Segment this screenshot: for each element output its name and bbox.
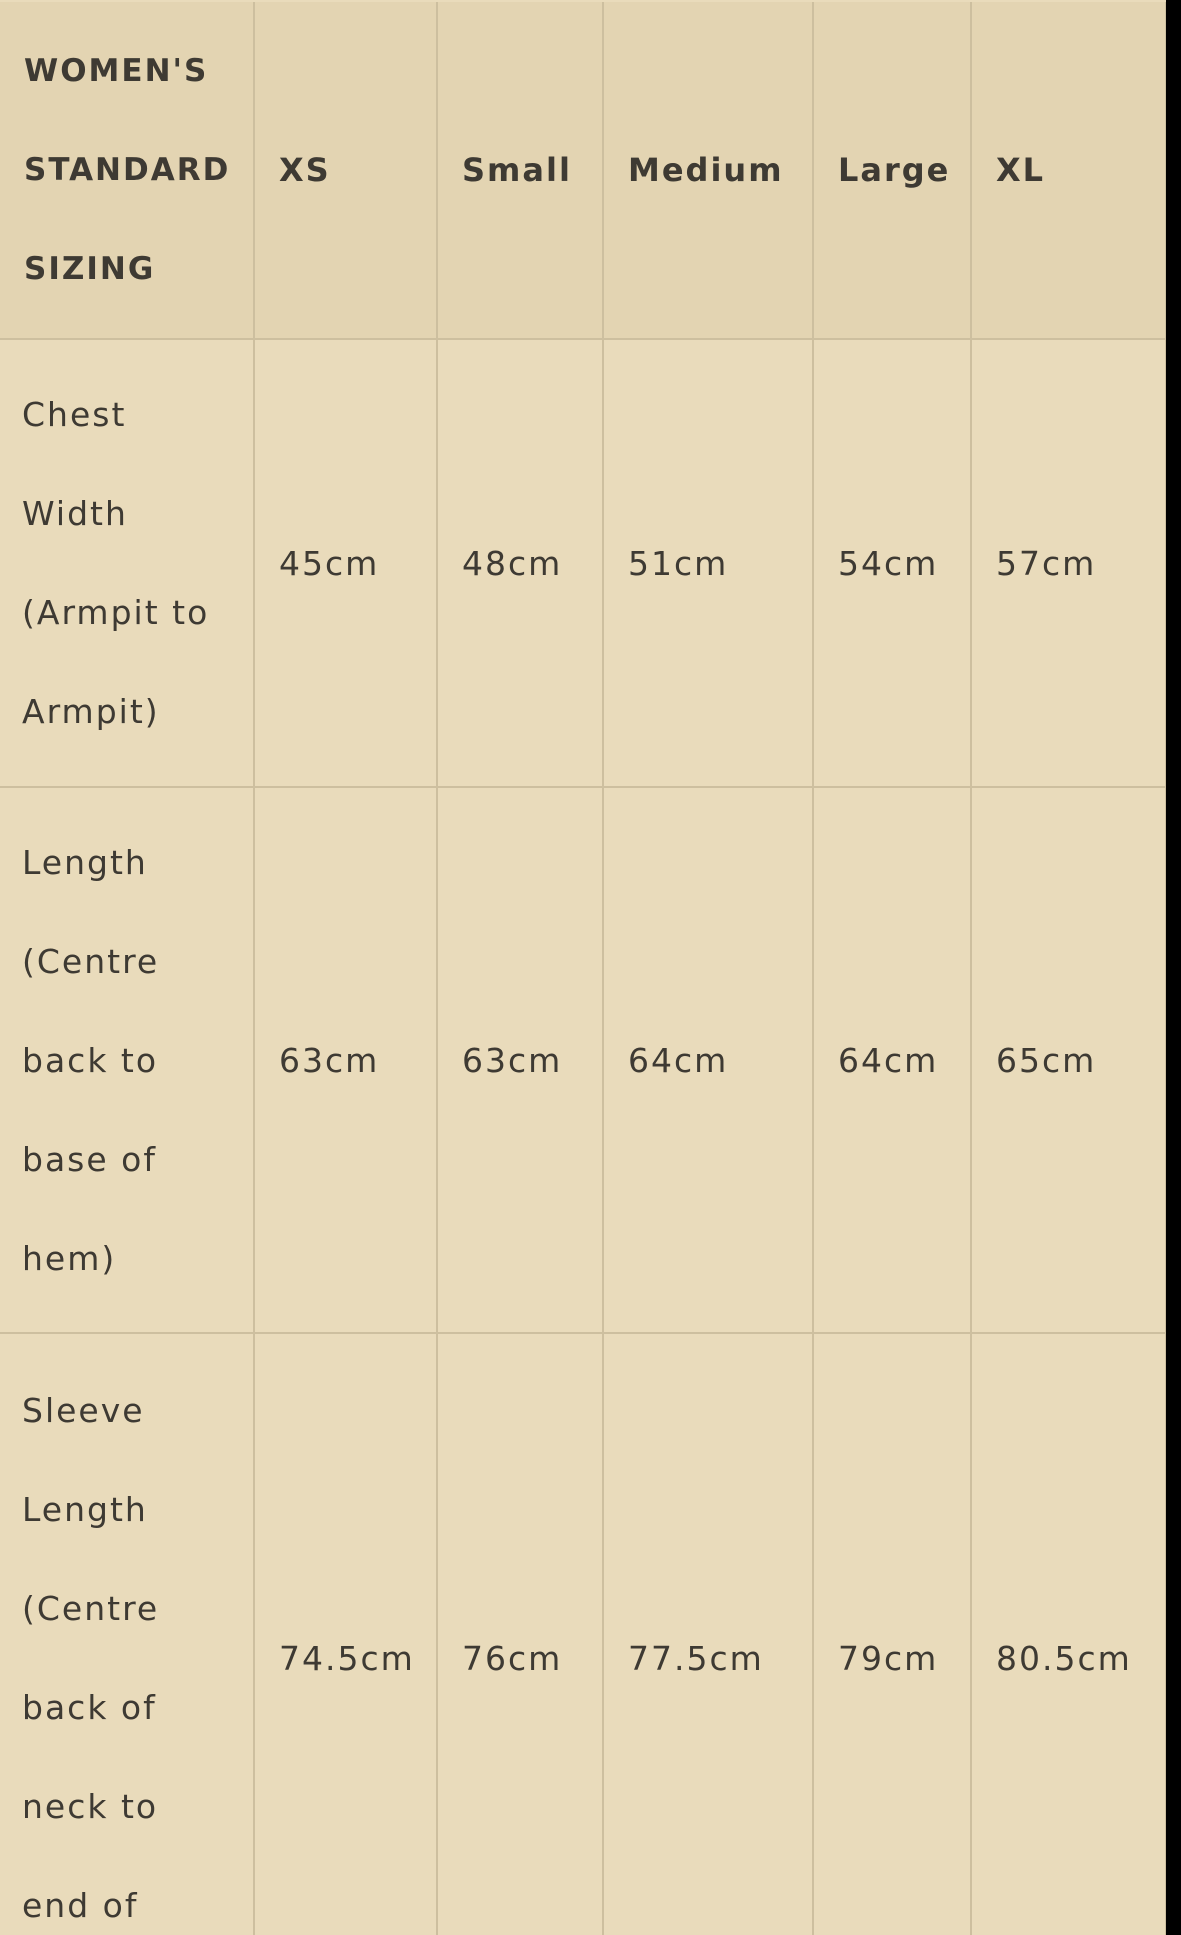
row-label-line: neck to xyxy=(22,1787,159,1826)
row-label-line: (Armpit to xyxy=(22,593,210,632)
row-label-cell xyxy=(0,339,254,787)
value-cell: 48cm xyxy=(437,339,603,787)
row-label-line: Width xyxy=(22,494,128,533)
value-cell: 54cm xyxy=(813,339,971,787)
value-cell: 63cm xyxy=(254,787,437,1333)
table-row-length xyxy=(0,787,1166,1333)
value-cell: 57cm xyxy=(971,339,1166,787)
value-cell: 79cm xyxy=(813,1333,971,1935)
value-cell: 64cm xyxy=(603,787,813,1333)
table-row-sleeve-length xyxy=(0,1333,1166,1935)
table-row-chest-width xyxy=(0,339,1166,787)
row-label-line: hem) xyxy=(22,1238,117,1278)
row-label-line: end of xyxy=(22,1886,139,1925)
corner-label-line: WOMEN'S xyxy=(24,52,209,89)
size-header-medium: Medium xyxy=(603,2,813,339)
value-cell: 63cm xyxy=(437,787,603,1333)
row-label-line: Sleeve xyxy=(22,1391,145,1430)
value-cell: 77.5cm xyxy=(603,1333,813,1935)
header-row xyxy=(0,2,1166,339)
size-header-small: Small xyxy=(437,2,603,339)
size-header-xl: XL xyxy=(971,2,1166,339)
value-cell: 65cm xyxy=(971,787,1166,1333)
value-cell: 64cm xyxy=(813,787,971,1333)
value-cell: 51cm xyxy=(603,339,813,787)
row-label-line: (Centre xyxy=(22,941,160,981)
row-label-line: back of xyxy=(22,1688,157,1727)
corner-label-line: SIZING xyxy=(24,250,156,287)
row-label-line: Length xyxy=(22,842,148,882)
row-label-cell xyxy=(0,1333,254,1935)
row-label-line: back to xyxy=(22,1040,159,1080)
size-header-large: Large xyxy=(813,2,971,339)
row-label-line: Armpit) xyxy=(22,692,160,731)
corner-header-cell xyxy=(0,2,254,339)
size-chart-table xyxy=(0,2,1166,1935)
row-label-cell xyxy=(0,787,254,1333)
value-cell: 76cm xyxy=(437,1333,603,1935)
value-cell: 80.5cm xyxy=(971,1333,1166,1935)
corner-label-line: STANDARD xyxy=(24,151,231,188)
row-label-line: Chest xyxy=(22,395,127,434)
value-cell: 45cm xyxy=(254,339,437,787)
row-label-line: (Centre xyxy=(22,1589,160,1628)
row-label-line: Length xyxy=(22,1490,148,1529)
row-label-line: base of xyxy=(22,1139,157,1179)
size-header-xs: XS xyxy=(254,2,437,339)
value-cell: 74.5cm xyxy=(254,1333,437,1935)
